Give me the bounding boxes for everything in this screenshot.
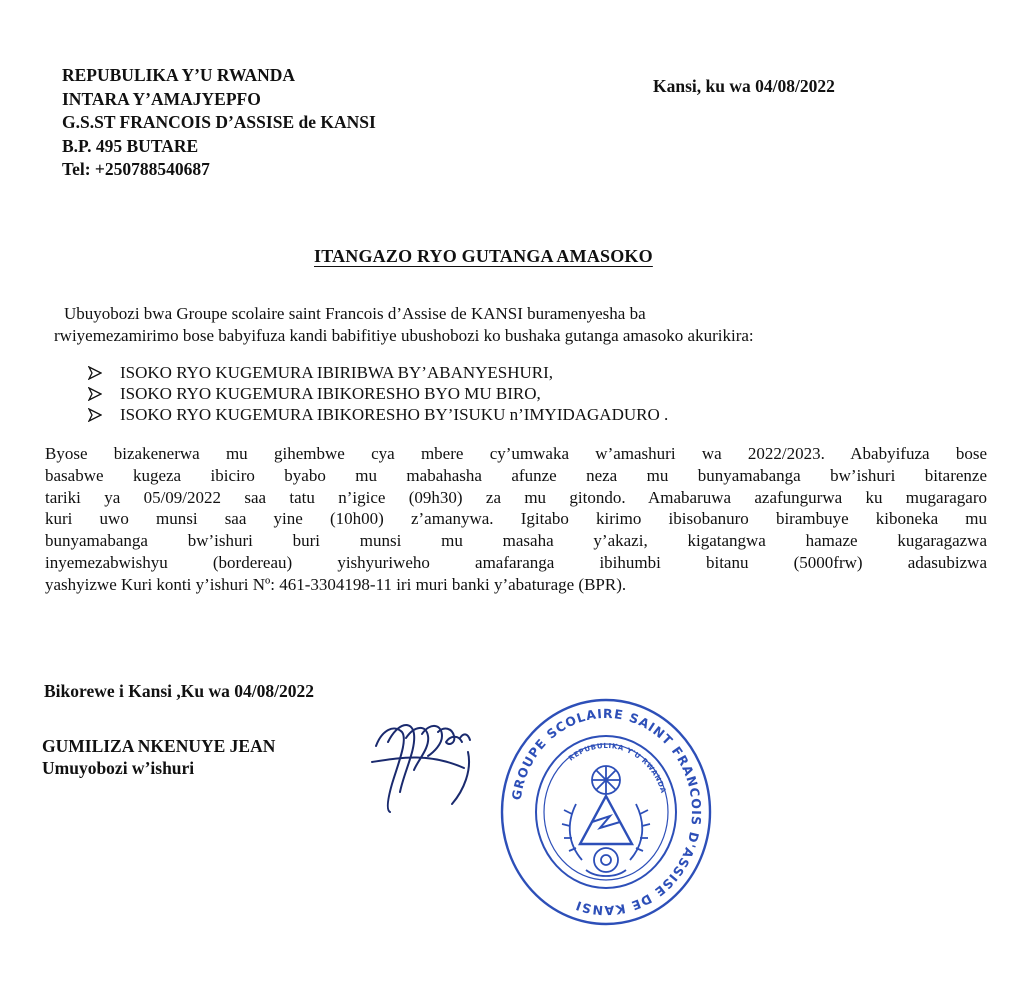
list-item-text: ISOKO RYO KUGEMURA IBIRIBWA BY’ABANYESHURI, [120, 363, 554, 382]
intro-line: Ubuyobozi bwa Groupe scolaire saint Francois d’Assise de KANSI buramenyesha ba [64, 304, 646, 323]
seal-ring-text: GROUPE SCOLAIRE SAINT FRANCOIS D'ASSISE DE KANSI [508, 705, 705, 919]
signature-scribble [368, 712, 478, 816]
seal-inner-text: REPUBULIKA Y'U RWANDA [567, 741, 668, 795]
signer-name: GUMILIZA NKENUYE JEAN [42, 736, 276, 756]
body-paragraph [45, 443, 987, 596]
body-line: bunyamabanga bw’ishuri buri munsi mu masaha y’akazi, kigatangwa hamaze kugaragazwa [45, 531, 987, 551]
body-line: Byose bizakenerwa mu gihembwe cya mbere cy’umwaka w’amashuri wa 2022/2023. Ababyifuza bose [45, 444, 987, 463]
signer-block [42, 735, 275, 779]
body-line: inyemezabwishyu (bordereau) yishyuriweho amafaranga ibihumbi bitanu (5000frw) adasubizwa [45, 552, 987, 572]
list-item [88, 404, 668, 425]
list-item [88, 383, 668, 404]
document-date: Kansi, ku wa 04/08/2022 [653, 76, 835, 96]
list-item-text: ISOKO RYO KUGEMURA IBIKORESHO BYO MU BIRO, [120, 384, 541, 403]
school-seal [496, 694, 716, 930]
intro-paragraph [54, 303, 984, 346]
list-item-text: ISOKO RYO KUGEMURA IBIKORESHO BY’ISUKU n’IMYIDAGADURO . [120, 405, 669, 424]
letterhead-line-po-box: B.P. 495 BUTARE [62, 135, 199, 156]
letterhead-line-phone: Tel: +250788540687 [62, 159, 210, 179]
tender-list [88, 362, 668, 425]
signer-role: Umuyobozi w’ishuri [42, 758, 195, 778]
letterhead-line-country: REPUBULIKA Y’U RWANDA [62, 65, 296, 85]
arrow-bullet-icon [88, 408, 102, 422]
letterhead-line-province: INTARA Y’AMAJYEPFO [62, 88, 261, 109]
body-line: basabwe kugeza ibiciro byabo mu mabahasha afunze neza mu bunyamabanga bw’ishuri bitarenze [45, 465, 987, 485]
list-item [88, 362, 668, 383]
letterhead [62, 64, 376, 182]
arrow-bullet-icon [88, 387, 102, 401]
intro-line: rwiyemezamirimo bose babyifuza kandi babifitiye ubushobozi ko bushaka gutanga amasoko akurikira: [54, 325, 754, 345]
body-line: kuri uwo munsi saa yine (10h00) z’amanywa. Igitabo kirimo ibisobanuro birambuye kiboneka mu [45, 509, 987, 529]
body-line: yashyizwe Kuri konti y’ishuri Nº: 461-3304198-11 iri muri banki y’abaturage (BPR). [45, 574, 627, 594]
arrow-bullet-icon [88, 366, 102, 380]
letterhead-line-school: G.S.ST FRANCOIS D’ASSISE de KANSI [62, 112, 376, 132]
document-title: ITANGAZO RYO GUTANGA AMASOKO [314, 246, 653, 266]
body-line: tariki ya 05/09/2022 saa tatu n’igice (09h30) za mu gitondo. Amabaruwa azafungurwa ku mugaragaro [45, 487, 987, 507]
signoff-place-date: Bikorewe i Kansi ,Ku wa 04/08/2022 [44, 681, 314, 701]
